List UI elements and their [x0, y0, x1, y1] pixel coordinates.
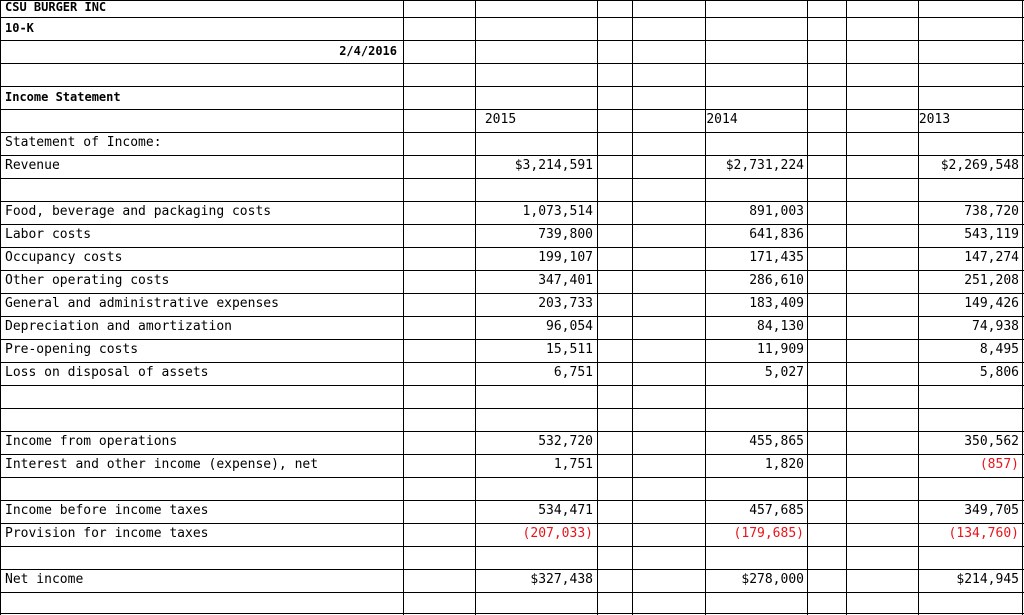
- cell-other-operating-2015[interactable]: 347,401: [538, 273, 593, 288]
- row-label-food[interactable]: Food, beverage and packaging costs: [5, 204, 272, 219]
- cell-pretax-2013[interactable]: 349,705: [964, 503, 1019, 518]
- grid-line: [0, 408, 1024, 409]
- statement-label[interactable]: Statement of Income:: [5, 135, 162, 150]
- row-label-income-ops[interactable]: Income from operations: [5, 434, 178, 449]
- row-label-preopening[interactable]: Pre-opening costs: [5, 342, 139, 357]
- cell-interest-2013[interactable]: (857): [979, 457, 1019, 472]
- grid-line: [0, 613, 1024, 614]
- row-label-tax[interactable]: Provision for income taxes: [5, 526, 209, 541]
- cell-depreciation-2014[interactable]: 84,130: [757, 319, 804, 334]
- row-label-other-operating[interactable]: Other operating costs: [5, 273, 170, 288]
- cell-occupancy-2015[interactable]: 199,107: [538, 250, 593, 265]
- cell-gna-2015[interactable]: 203,733: [538, 296, 593, 311]
- cell-loss-disposal-2015[interactable]: 6,751: [553, 365, 593, 380]
- cell-revenue-2014[interactable]: $2,731,224: [725, 158, 804, 173]
- cell-depreciation-2013[interactable]: 74,938: [972, 319, 1019, 334]
- year-2015-header[interactable]: 2015: [484, 112, 517, 127]
- cell-gna-2013[interactable]: 149,426: [964, 296, 1019, 311]
- cell-preopening-2014[interactable]: 11,909: [757, 342, 804, 357]
- row-label-interest[interactable]: Interest and other income (expense), net: [5, 457, 319, 472]
- row-label-pretax[interactable]: Income before income taxes: [5, 503, 209, 518]
- cell-pretax-2015[interactable]: 534,471: [538, 503, 593, 518]
- cell-net-income-2014[interactable]: $278,000: [741, 572, 804, 587]
- grid-line: [0, 592, 1024, 593]
- cell-income-ops-2013[interactable]: 350,562: [964, 434, 1019, 449]
- cell-revenue-2013[interactable]: $2,269,548: [940, 158, 1019, 173]
- form-type[interactable]: 10-K: [5, 21, 34, 35]
- row-label-occupancy[interactable]: Occupancy costs: [5, 250, 123, 265]
- grid-line: [0, 477, 1024, 478]
- cell-other-operating-2013[interactable]: 251,208: [964, 273, 1019, 288]
- cell-tax-2013[interactable]: (134,760): [948, 526, 1019, 541]
- grid-line: [0, 17, 1024, 18]
- cell-tax-2015[interactable]: (207,033): [522, 526, 593, 541]
- row-label-loss-disposal[interactable]: Loss on disposal of assets: [5, 365, 209, 380]
- grid-line: [0, 63, 1024, 64]
- cell-occupancy-2014[interactable]: 171,435: [749, 250, 804, 265]
- cell-net-income-2015[interactable]: $327,438: [530, 572, 593, 587]
- year-2014-header[interactable]: 2014: [706, 112, 738, 127]
- grid-line: [0, 546, 1024, 547]
- cell-labor-2013[interactable]: 543,119: [964, 227, 1019, 242]
- cell-preopening-2013[interactable]: 8,495: [979, 342, 1019, 357]
- row-label-depreciation[interactable]: Depreciation and amortization: [5, 319, 232, 334]
- cell-preopening-2015[interactable]: 15,511: [546, 342, 593, 357]
- row-label-revenue[interactable]: Revenue: [5, 158, 60, 173]
- cell-depreciation-2015[interactable]: 96,054: [546, 319, 593, 334]
- cell-other-operating-2014[interactable]: 286,610: [749, 273, 804, 288]
- cell-tax-2014[interactable]: (179,685): [733, 526, 804, 541]
- grid-line: [0, 385, 1024, 386]
- company-name[interactable]: CSU BURGER INC: [5, 0, 107, 14]
- section-title[interactable]: Income Statement: [5, 90, 121, 104]
- row-label-gna[interactable]: General and administrative expenses: [5, 296, 279, 311]
- cell-loss-disposal-2014[interactable]: 5,027: [764, 365, 804, 380]
- report-date[interactable]: 2/4/2016: [339, 44, 397, 58]
- cell-occupancy-2013[interactable]: 147,274: [964, 250, 1019, 265]
- cell-revenue-2015[interactable]: $3,214,591: [514, 158, 593, 173]
- cell-income-ops-2015[interactable]: 532,720: [538, 434, 593, 449]
- cell-loss-disposal-2013[interactable]: 5,806: [979, 365, 1019, 380]
- cell-gna-2014[interactable]: 183,409: [749, 296, 804, 311]
- cell-labor-2014[interactable]: 641,836: [749, 227, 804, 242]
- cell-interest-2015[interactable]: 1,751: [553, 457, 593, 472]
- cell-labor-2015[interactable]: 739,800: [538, 227, 593, 242]
- cell-net-income-2013[interactable]: $214,945: [956, 572, 1019, 587]
- cell-pretax-2014[interactable]: 457,685: [749, 503, 804, 518]
- cell-food-2014[interactable]: 891,003: [749, 204, 804, 219]
- grid-line: [0, 0, 1024, 1]
- cell-income-ops-2014[interactable]: 455,865: [749, 434, 804, 449]
- row-label-net-income[interactable]: Net income: [5, 572, 84, 587]
- grid-line: [0, 178, 1024, 179]
- row-label-labor[interactable]: Labor costs: [5, 227, 92, 242]
- cell-food-2013[interactable]: 738,720: [964, 204, 1019, 219]
- grid-line: [0, 86, 1024, 87]
- cell-interest-2014[interactable]: 1,820: [764, 457, 804, 472]
- cell-food-2015[interactable]: 1,073,514: [522, 204, 593, 219]
- year-2013-header[interactable]: 2013: [918, 112, 951, 127]
